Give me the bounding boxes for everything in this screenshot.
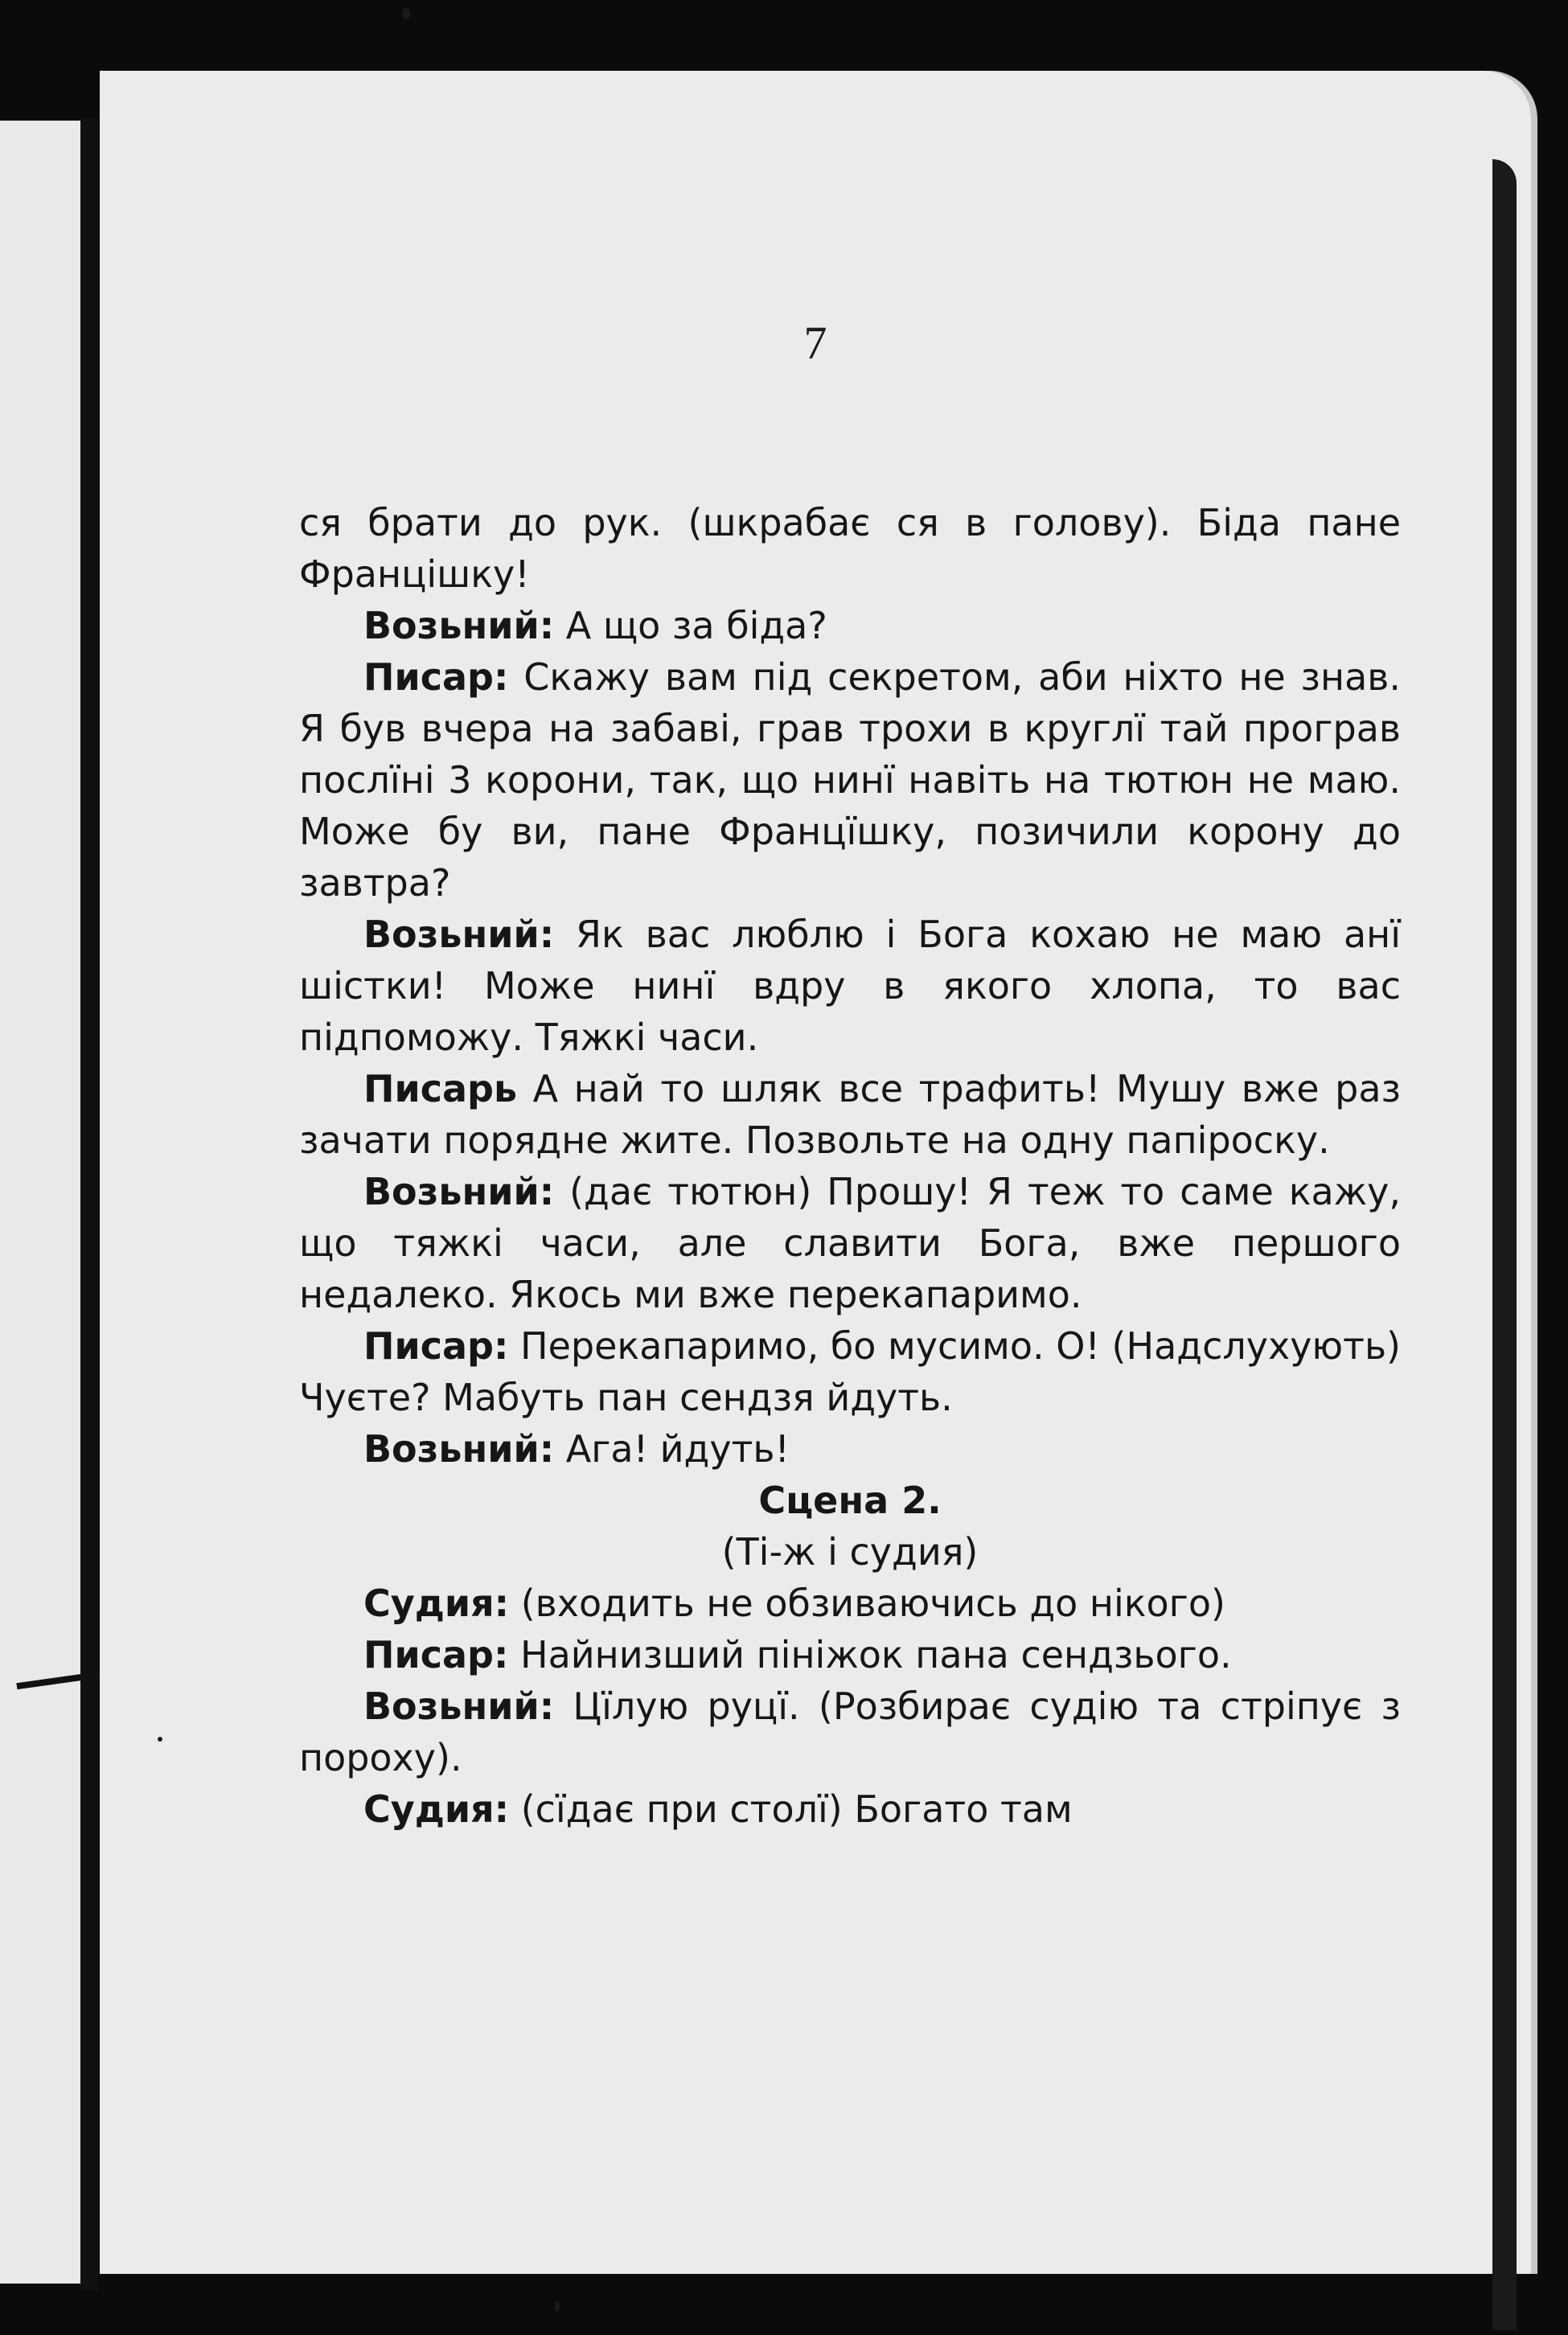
- speaker-label: Возьний:: [363, 913, 555, 956]
- scene-title: Сцена 2.: [758, 1479, 942, 1522]
- page-shadow-edge: [1492, 159, 1517, 2330]
- speaker-label: Судия:: [363, 1582, 510, 1625]
- dialogue-paragraph: [299, 600, 1401, 651]
- paragraph-continuation: [299, 497, 1401, 600]
- dialogue-paragraph: [299, 1629, 1401, 1680]
- dialogue-paragraph: [299, 1423, 1401, 1475]
- speaker-label: Судия:: [363, 1787, 510, 1831]
- paragraph-text: А най то шляк все трафить! Мушу вже раз зачати порядне жите. Позвольте на одну папіроску.: [299, 1067, 1401, 1162]
- dialogue-paragraph: [299, 1320, 1401, 1423]
- paragraph-text: Перекапаримо, бо мусимо. О! (Надслухують) Чуєте? Мабуть пан сендзя йдуть.: [299, 1324, 1401, 1419]
- scene-direction: (Ті-ж і судия): [721, 1530, 979, 1574]
- dialogue-paragraph: [299, 1783, 1401, 1835]
- speaker-label: Писар:: [363, 1633, 509, 1676]
- previous-page-edge: [0, 121, 84, 2284]
- paragraph-text: Цїлую руцї. (Розбирає судію та стріпує з пороху).: [299, 1685, 1401, 1779]
- speaker-label: Писарь: [363, 1067, 518, 1110]
- book-page: [100, 71, 1531, 2274]
- paragraph-text: (входить не обзиваючись до нікого): [520, 1582, 1225, 1625]
- dust-speck: [158, 1737, 162, 1742]
- page-number: 7: [803, 317, 827, 369]
- paragraph-text: Скажу вам під секретом, аби ніхто не знав. Я був вчера на забаві, грав трохи в круглї тай програв послїні 3 корони, так, що нинї навіть на тютюн не маю. Може бу ви, пане Францїшку, позичили корону до завтра?: [299, 655, 1402, 905]
- dialogue-paragraph: [299, 909, 1401, 1063]
- dust-speck: [555, 2301, 560, 2311]
- paragraph-text: (дає тютюн) Прошу! Я теж то саме кажу, що тяжкі часи, але славити Бога, вже першого недалеко. Якось ми вже перекапаримо.: [299, 1170, 1402, 1316]
- paragraph-text: Як вас люблю і Бога кохаю не маю анї шістки! Може нинї вдру в якого хлопа, то вас підпоможу. Тяжкі часи.: [299, 913, 1401, 1059]
- dialogue-paragraph: [299, 651, 1401, 909]
- speaker-label: Возьний:: [363, 1170, 555, 1213]
- paragraph-text: Ага! йдуть!: [565, 1427, 790, 1471]
- speaker-label: Писар:: [363, 655, 509, 699]
- speaker-label: Возьний:: [363, 604, 555, 647]
- paragraph-text: ся брати до рук. (шкрабає ся в голову). Біда пане Францішку!: [299, 501, 1401, 596]
- dialogue-paragraph: [299, 1578, 1401, 1629]
- speaker-label: Возьний:: [363, 1685, 555, 1728]
- dialogue-paragraph: [299, 1063, 1401, 1166]
- dust-speck: [402, 8, 410, 19]
- speaker-label: Писар:: [363, 1324, 509, 1368]
- dialogue-paragraph: [299, 1166, 1401, 1320]
- paragraph-text: (сїдає при столї) Богато там: [520, 1787, 1073, 1831]
- paragraph-text: А що за біда?: [565, 604, 827, 647]
- paragraph-text: Найнизший пініжок пана сендзього.: [520, 1633, 1232, 1676]
- dialogue-paragraph: [299, 1680, 1401, 1783]
- speaker-label: Возьний:: [363, 1427, 555, 1471]
- book-spine: [80, 119, 98, 2290]
- page-text: [299, 497, 1401, 1835]
